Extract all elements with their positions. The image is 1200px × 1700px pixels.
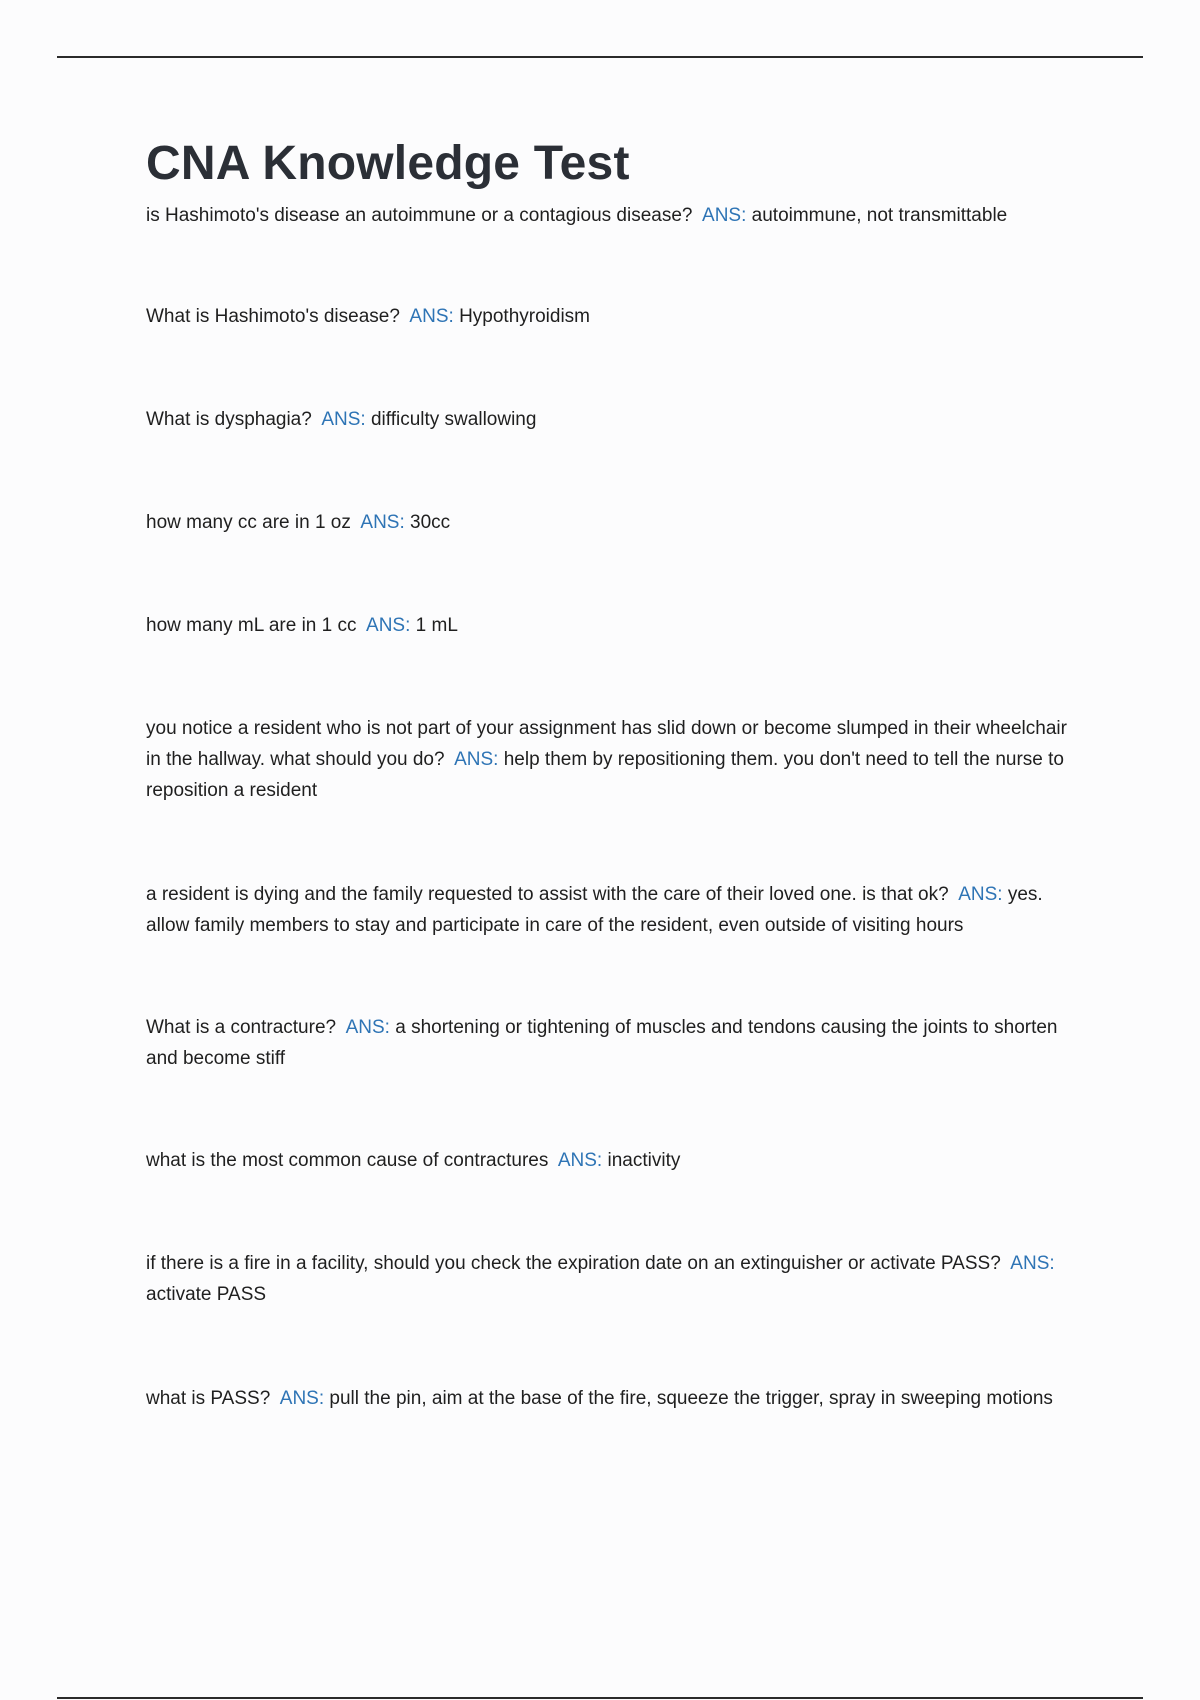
- answer-text: 1 mL: [415, 615, 458, 636]
- answer-label: ANS:: [454, 749, 499, 770]
- bottom-rule: [57, 1697, 1143, 1699]
- qa-item-7: [146, 879, 1086, 941]
- qa-item-9: [146, 1145, 1086, 1176]
- question-text: you notice a resident who is not part of your assignment has slid down or become slumped in their wheelchair in the hallway. what should you do?: [146, 718, 1067, 770]
- question-text: What is Hashimoto's disease?: [146, 306, 400, 327]
- answer-text: a shortening or tightening of muscles and tendons causing the joints to shorten and become stiff: [146, 1017, 1058, 1069]
- question-text: a resident is dying and the family requested to assist with the care of their loved one. is that ok?: [146, 884, 949, 905]
- answer-text: inactivity: [607, 1150, 681, 1171]
- question-text: What is a contracture?: [146, 1017, 337, 1038]
- qa-item-4: [146, 507, 1086, 538]
- page-title: CNA Knowledge Test: [146, 137, 630, 190]
- qa-item-1: [146, 200, 1086, 231]
- answer-text: Hypothyroidism: [459, 306, 590, 327]
- qa-item-3: [146, 404, 1086, 435]
- answer-label: ANS:: [702, 205, 747, 226]
- answer-label: ANS:: [557, 1150, 603, 1171]
- question-text: What is dysphagia?: [146, 409, 312, 430]
- answer-label: ANS:: [321, 409, 366, 430]
- qa-item-10: [146, 1248, 1086, 1310]
- answer-label: ANS:: [1010, 1253, 1055, 1274]
- answer-label: ANS:: [958, 884, 1003, 905]
- question-text: what is the most common cause of contractures: [146, 1150, 549, 1171]
- question-text: if there is a fire in a facility, should you check the expiration date on an extinguisher or activate PASS?: [146, 1253, 1001, 1274]
- answer-text: difficulty swallowing: [370, 409, 537, 430]
- qa-item-6: [146, 713, 1086, 806]
- answer-text: autoimmune, not transmittable: [751, 205, 1008, 226]
- qa-item-5: [146, 610, 1086, 641]
- qa-item-2: [146, 301, 1086, 332]
- answer-label: ANS:: [360, 512, 405, 533]
- answer-text: 30cc: [410, 512, 451, 533]
- top-rule: [57, 56, 1143, 58]
- question-text: is Hashimoto's disease an autoimmune or a contagious disease?: [146, 205, 693, 226]
- answer-text: activate PASS: [146, 1284, 267, 1305]
- question-text: how many cc are in 1 oz: [146, 512, 351, 533]
- answer-text: pull the pin, aim at the base of the fire, squeeze the trigger, spray in sweeping motions: [329, 1388, 1053, 1409]
- question-text: what is PASS?: [146, 1388, 271, 1409]
- answer-label: ANS:: [279, 1388, 325, 1409]
- answer-text: yes. allow family members to stay and participate in care of the resident, even outside of visiting hours: [146, 884, 1043, 936]
- answer-label: ANS:: [366, 615, 411, 636]
- question-text: how many mL are in 1 cc: [146, 615, 357, 636]
- qa-item-11: [146, 1383, 1086, 1414]
- answer-text: help them by repositioning them. you don't need to tell the nurse to reposition a resident: [146, 749, 1064, 801]
- answer-label: ANS:: [409, 306, 454, 327]
- qa-item-8: [146, 1012, 1086, 1074]
- document-body: [146, 137, 1086, 1409]
- answer-label: ANS:: [345, 1017, 390, 1038]
